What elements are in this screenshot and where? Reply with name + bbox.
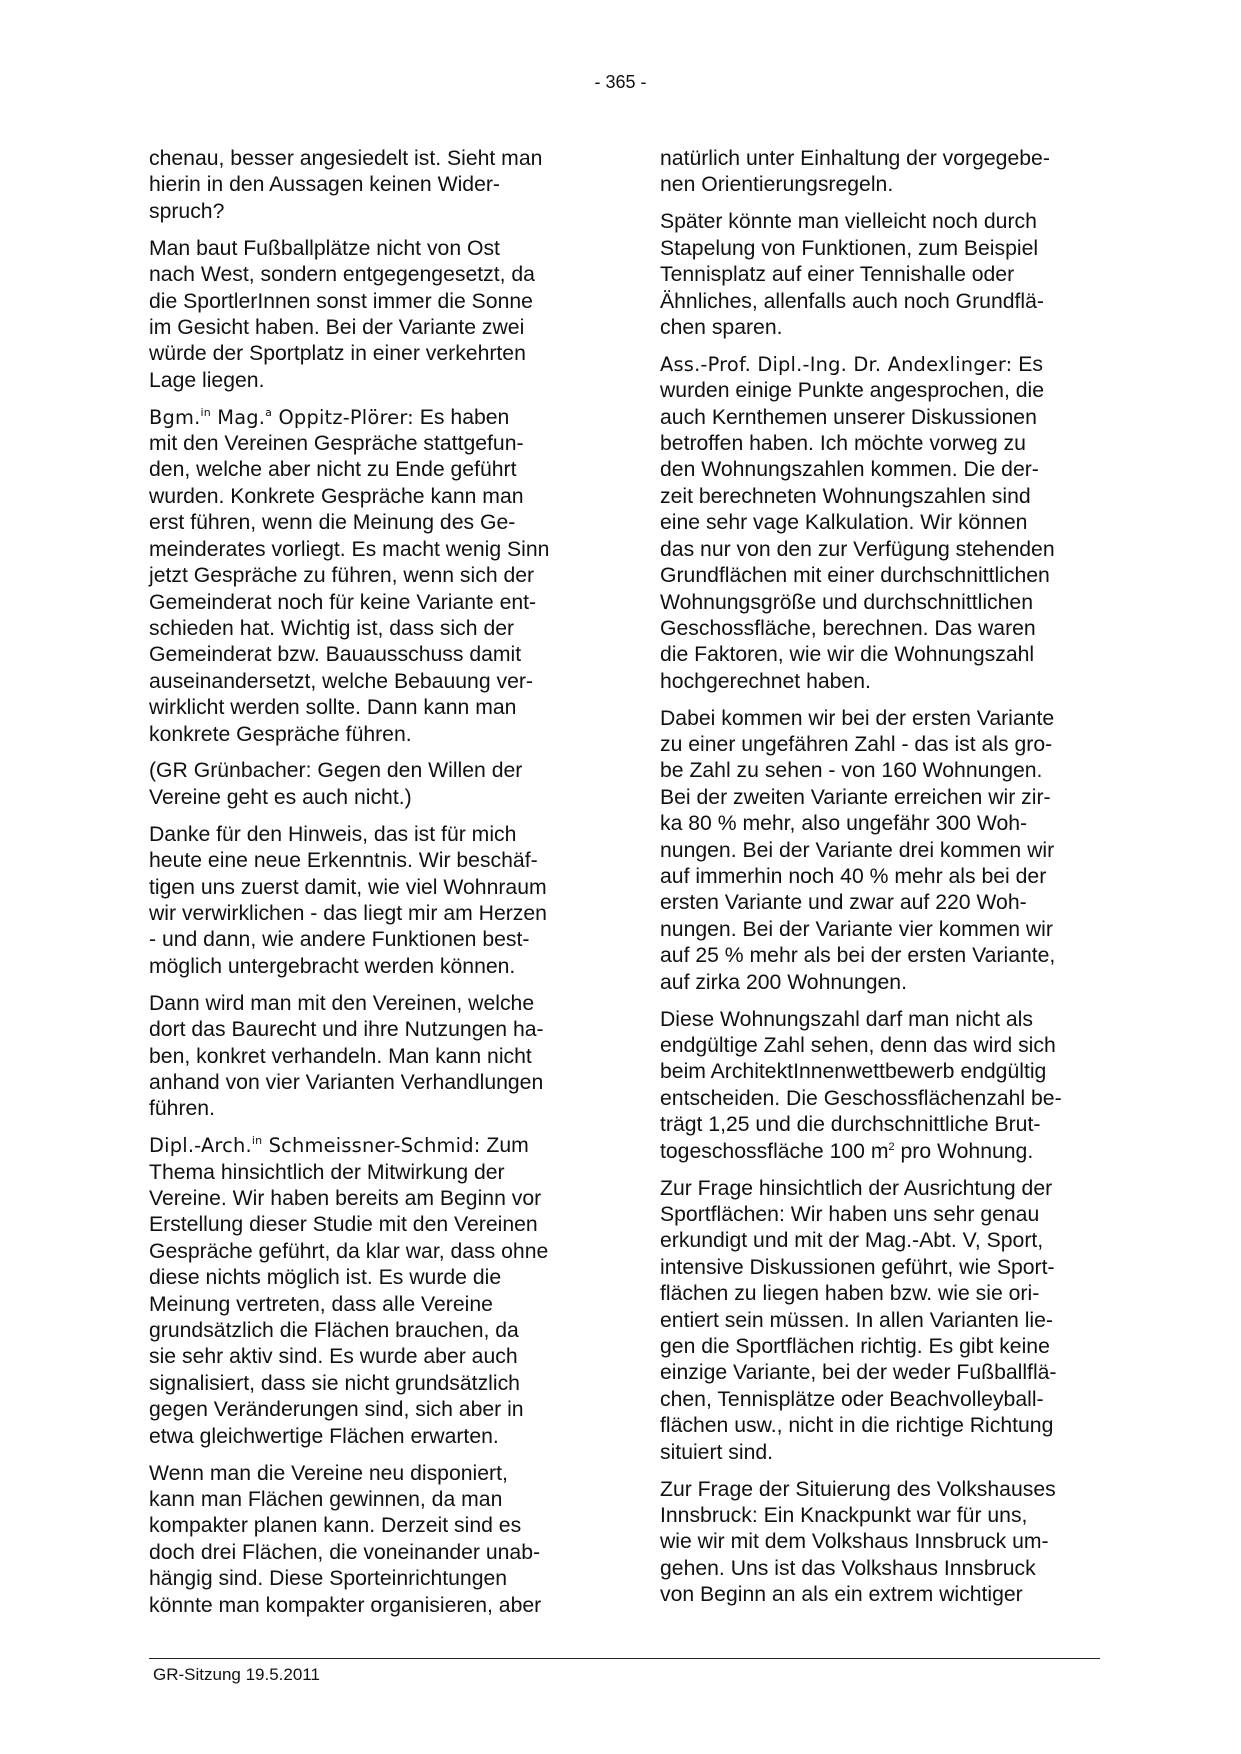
- speaker-surname: Schmeissner-Schmid:: [262, 1134, 481, 1158]
- paragraph-interjection: (GR Grünbacher: Gegen den Willen der Vereine geht es auch nicht.): [149, 759, 523, 809]
- paragraph-text: Diese Wohnungszahl darf man nicht als endgültige Zahl sehen, denn das wird sich beim ArchitektInnenwettbewerb endgültig entscheiden. Die Geschossflächenzahl be- trägt 1,25 und die durchschnittliche Brut- togeschossfläche 100 m: [660, 1007, 1062, 1163]
- paragraph: Zur Frage hinsichtlich der Ausrichtung der Sportflächen: Wir haben uns sehr genau erkundigt und mit der Mag.-Abt. V, Sport, intensive Diskussionen geführt, wie Sport- flächen zu liegen haben bzw. wie sie ori- entiert sein müssen. In allen Varianten lie- gen die Sportflächen richtig. Es gibt keine einzige Variante, bei der weder Fußballflä- chen, Tennisplätze oder Beachvolleyball- flächen usw., nicht in die richtige Richtung situiert sind.: [660, 1176, 1057, 1464]
- paragraph: Zur Frage der Situierung des Volkshauses Innsbruck: Ein Knackpunkt war für uns, wie wir mit dem Volkshaus Innsbruck um- gehen. Uns ist das Volkshaus Innsbruck von Beginn an als ein extrem wichtiger: [660, 1477, 1056, 1607]
- paragraph: Dabei kommen wir bei der ersten Variante zu einer ungefähren Zahl - das ist als gro- be Zahl zu sehen - von 160 Wohnungen. Bei der zweiten Variante erreichen wir zir- ka 80 % mehr, also ungefähr 300 Woh- nungen. Bei der Variante drei kommen wir auf immerhin noch 40 % mehr als bei der ersten Variante und zwar auf 220 Woh- nungen. Bei der Variante vier kommen wir auf 25 % mehr als bei der ersten Variante, auf zirka 200 Wohnungen.: [660, 706, 1056, 994]
- paragraph-text: pro Wohnung.: [894, 1139, 1034, 1163]
- speaker-title: Bgm.: [149, 405, 201, 429]
- paragraph-speech: [149, 1133, 589, 1450]
- left-column: [149, 146, 589, 1630]
- page-number: - 365 -: [594, 72, 647, 92]
- speech-text: Es haben mit den Vereinen Gespräche stattgefun- den, welche aber nicht zu Ende geführt wurden. Konkrete Gespräche kann man erst führen, wenn die Meinung des Ge- meinderates vorliegt. Es macht wenig Sinn jetzt Gespräche zu führen, wenn sich der Gemeinderat noch für keine Variante ent- schieden hat. Wichtig ist, dass sich der Gemeinderat bzw. Bauausschuss damit auseinandersetzt, welche Bebauung ver- wirklicht werden sollte. Dann kann man konkrete Gespräche führen.: [149, 405, 550, 746]
- paragraph: Wenn man die Vereine neu disponiert, kann man Flächen gewinnen, da man kompakter planen kann. Derzeit sind es doch drei Flächen, die voneinander unab- hängig sind. Diese Sporteinrichtungen könnte man kompakter organisieren, aber: [149, 1461, 542, 1617]
- footer-divider: [149, 1658, 1100, 1659]
- right-column: [660, 146, 1100, 1619]
- paragraph-speech: [660, 352, 1100, 695]
- superscript: 2: [888, 1140, 895, 1153]
- superscript: in: [251, 1134, 263, 1148]
- speaker-title: Mag.: [210, 405, 266, 429]
- footer-text: GR-Sitzung 19.5.2011: [153, 1665, 320, 1684]
- paragraph: Man baut Fußballplätze nicht von Ost nach West, sondern entgegengesetzt, da die SportlerInnen sonst immer die Sonne im Gesicht haben. Bei der Variante zwei würde der Sportplatz in einer verkehrten Lage liegen.: [149, 236, 535, 392]
- speech-text: Zum Thema hinsichtlich der Mitwirkung der Vereine. Wir haben bereits am Beginn vor Erstellung dieser Studie mit den Vereinen Gespräche geführt, da klar war, dass ohne diese nichts möglich ist. Es wurde die Meinung vertreten, dass alle Vereine grundsätzlich die Flächen brauchen, da sie sehr aktiv sind. Es wurde aber auch signalisiert, dass sie nicht grundsätzlich gegen Veränderungen sind, sich aber in etwa gleichwertige Flächen erwarten.: [149, 1134, 549, 1448]
- paragraph: Danke für den Hinweis, das ist für mich heute eine neue Erkenntnis. Wir beschäf- tigen uns zuerst damit, wie viel Wohnraum wir verwirklichen - das liegt mir am Herzen - und dann, wie andere Funktionen best- möglich untergebracht werden können.: [149, 822, 547, 978]
- speaker-name: Ass.-Prof. Dipl.-Ing. Dr. Andexlinger:: [660, 352, 1013, 376]
- superscript: a: [265, 405, 273, 419]
- paragraph: chenau, besser angesiedelt ist. Sieht man hierin in den Aussagen keinen Wider- spruch?: [149, 147, 543, 223]
- speech-text: Es wurden einige Punkte angesprochen, die auch Kernthemen unserer Diskussionen betroffen haben. Ich möchte vorweg zu den Wohnungszahlen kommen. Die der- zeit berechneten Wohnungszahlen sind eine sehr vage Kalkulation. Wir können das nur von den zur Verfügung stehenden Grundflächen mit einer durchschnittlichen Wohnungsgröße und durchschnittlichen Geschossfläche, berechnen. Das waren die Faktoren, wie wir die Wohnungszahl hochgerechnet haben.: [660, 352, 1055, 693]
- paragraph-speech: [149, 405, 589, 748]
- speaker-name: [149, 1134, 480, 1157]
- paragraph: Später könnte man vielleicht noch durch Stapelung von Funktionen, zum Beispiel Tennisplatz auf einer Tennishalle oder Ähnliches, allenfalls auch noch Grundflä- chen sparen.: [660, 210, 1044, 339]
- speaker-surname: Oppitz-Plörer:: [272, 405, 414, 429]
- paragraph: natürlich unter Einhaltung der vorgegebe- nen Orientierungsregeln.: [660, 147, 1050, 197]
- paragraph: Dann wird man mit den Vereinen, welche dort das Baurecht und ihre Nutzungen ha- ben, konkret verhandeln. Man kann nicht anhand von vier Varianten Verhandlungen führen.: [149, 991, 544, 1121]
- paragraph: [660, 1007, 1100, 1165]
- superscript: in: [200, 405, 211, 419]
- speaker-title: Dipl.-Arch.: [149, 1134, 252, 1158]
- speaker-name: [149, 406, 414, 429]
